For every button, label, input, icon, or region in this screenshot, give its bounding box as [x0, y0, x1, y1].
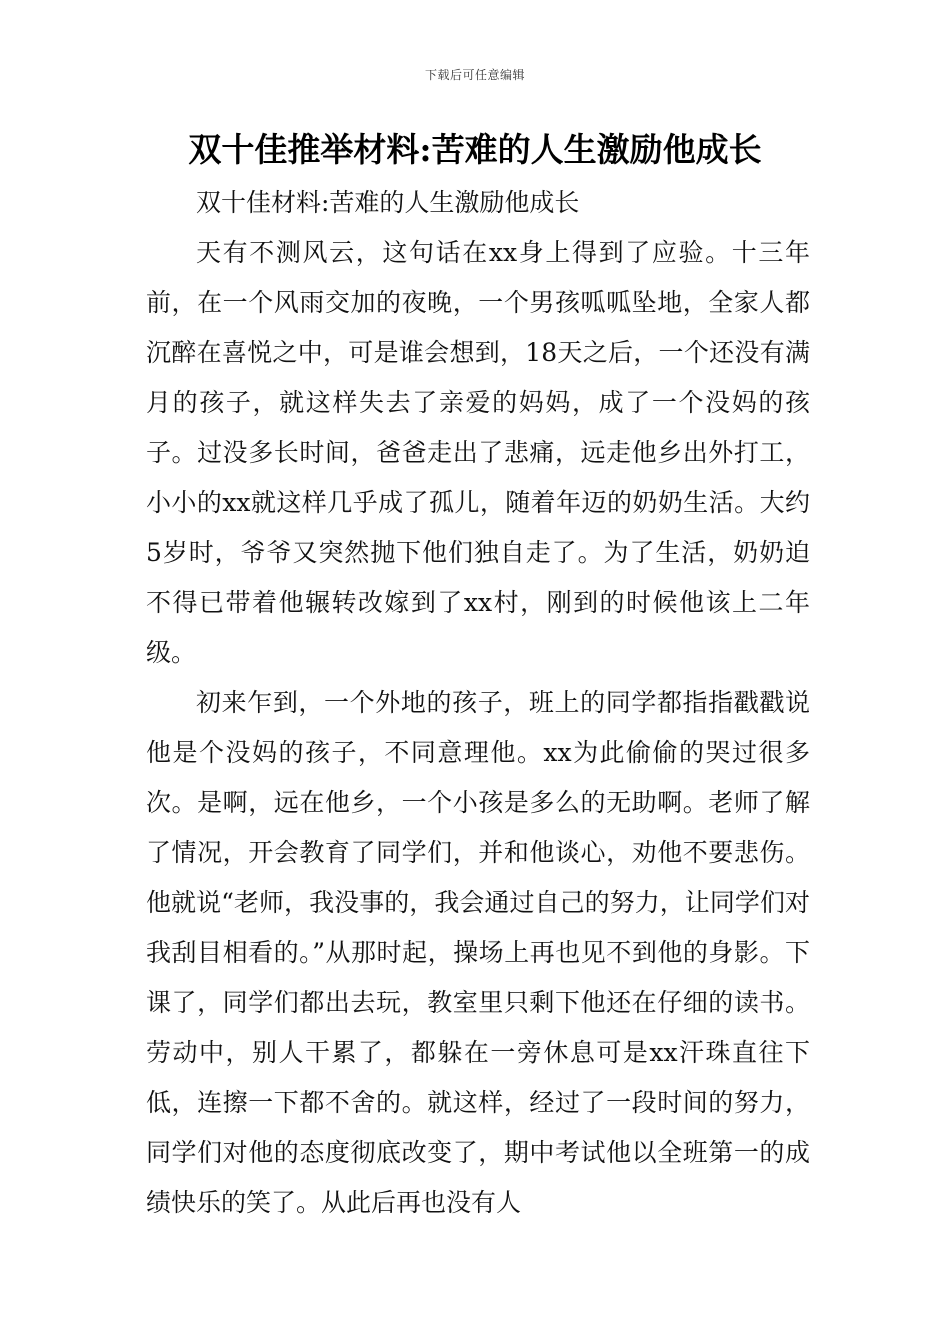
body-paragraph-1: 天有不测风云，这句话在xx身上得到了应验。十三年前，在一个风雨交加的夜晚，一个男孩呱呱坠地，全家人都沉醉在喜悦之中，可是谁会想到，18天之后，一个还没有满月的孩子，就这样失去了亲爱的妈妈，成了一个没妈的孩子。过没多长时间，爸爸走出了悲痛，远走他乡出外打工，小小的xx就这样几乎成了孤儿，随着年迈的奶奶生活。大约5岁时，爷爷又突然抛下他们独自走了。为了生活，奶奶迫不得已带着他辗转改嫁到了xx村，刚到的时候他该上二年级。 — [146, 238, 810, 667]
document-body — [146, 178, 810, 1228]
body-paragraph-2: 初来乍到，一个外地的孩子，班上的同学都指指戳戳说他是个没妈的孩子，不同意理他。xx为此偷偷的哭过很多次。是啊，远在他乡，一个小孩是多么的无助啊。老师了解了情况，开会教育了同学们，并和他谈心，劝他不要悲伤。他就说“老师，我没事的，我会通过自己的努力，让同学们对我刮目相看的。”从那时起，操场上再也见不到他的身影。下课了，同学们都出去玩，教室里只剩下他还在仔细的读书。劳动中，别人干累了，都躲在一旁休息可是xx汗珠直往下低，连擦一下都不舍的。就这样，经过了一段时间的努力，同学们对他的态度彻底改变了，期中考试他以全班第一的成绩快乐的笑了。从此后再也没有人 — [146, 688, 810, 1217]
page-header-note: 下载后可任意编辑 — [424, 68, 525, 82]
document-title: 双十佳推举材料:苦难的人生激励他成长 — [188, 130, 762, 169]
subtitle-paragraph: 双十佳材料:苦难的人生激励他成长 — [196, 188, 580, 217]
